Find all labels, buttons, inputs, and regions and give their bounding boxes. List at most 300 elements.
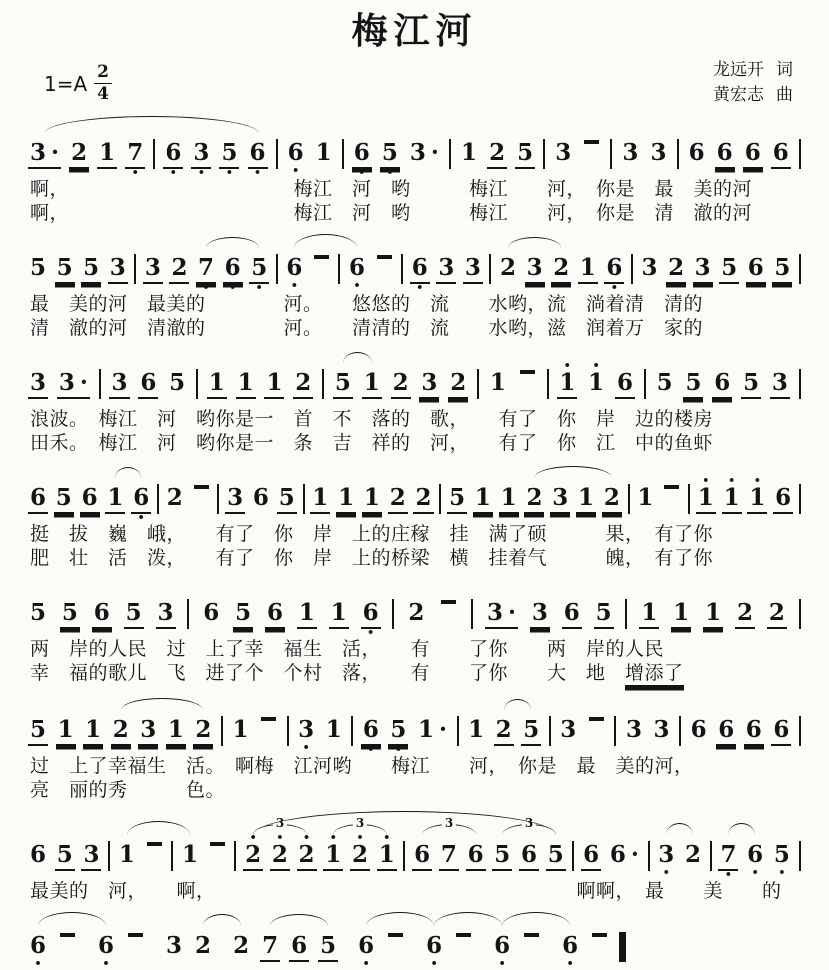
slur-arc xyxy=(504,699,531,710)
lyric-row xyxy=(28,407,801,431)
note-digit: 5 xyxy=(277,485,297,514)
note-token xyxy=(180,834,200,877)
note-digit xyxy=(125,933,146,938)
note-token xyxy=(689,709,709,752)
note-token xyxy=(296,709,316,752)
note-token xyxy=(156,592,176,637)
lyric-segment: 最 美的河 最美的 河。 悠悠的 流 水哟，流 淌着清 清的 xyxy=(30,293,704,315)
note-digit: 3 xyxy=(436,255,456,284)
note-token xyxy=(55,834,75,879)
final-barline xyxy=(619,932,626,962)
note-token xyxy=(314,132,334,175)
note-token xyxy=(311,247,332,268)
score-lines xyxy=(28,116,801,970)
barline xyxy=(457,716,459,746)
barline xyxy=(351,716,353,746)
note-digit: 3 xyxy=(650,139,667,166)
note-digit: 3 xyxy=(156,600,176,629)
note-digit: 2 xyxy=(767,600,787,629)
key-signature xyxy=(44,64,112,103)
note-token xyxy=(683,834,703,877)
note-digit: 6 xyxy=(361,717,381,746)
octave-dot-above: • xyxy=(753,474,761,487)
lyric-segment: 浪波。 梅江 河 哟你是一 首 不 落的 歌， 有了 你 岸 边的楼房 xyxy=(30,408,714,430)
note-token xyxy=(416,709,449,752)
note-digit: 1 xyxy=(56,717,76,746)
lyric-segment: 两 岸的人民 过 上了幸 福生 活， 有 了你 两 岸的人民 xyxy=(30,638,665,660)
note-digit: 3 xyxy=(525,255,545,284)
note-digit: 6 xyxy=(690,716,707,743)
note-token xyxy=(463,247,483,292)
note-digit: 6 xyxy=(581,842,601,871)
slur-arc xyxy=(343,352,372,363)
note-token xyxy=(553,132,573,175)
note-digit: 6 xyxy=(163,140,183,169)
note-digit: 1 · xyxy=(417,716,447,743)
note-digit: 1 xyxy=(297,600,317,629)
note-token xyxy=(385,925,406,946)
note-token xyxy=(144,834,165,855)
note-token xyxy=(492,925,512,968)
note-token xyxy=(219,132,239,177)
note-digit: 2 xyxy=(270,842,290,871)
note-digit: 1 xyxy=(105,485,125,514)
note-digit: 2 xyxy=(233,932,250,959)
note-token xyxy=(233,592,253,637)
barline xyxy=(134,254,136,284)
note-token xyxy=(83,709,103,754)
note-digit: 6 xyxy=(773,485,793,514)
note-digit: 6 · xyxy=(609,841,639,868)
note-digit: 3 xyxy=(166,932,183,959)
octave-dot-below: • xyxy=(290,279,298,292)
note-token xyxy=(231,925,251,968)
note-digit: 6 xyxy=(494,932,511,959)
note-digit: 7 xyxy=(718,842,738,871)
note-digit: 2 xyxy=(391,370,411,399)
note-token xyxy=(604,247,624,292)
music-line xyxy=(28,346,801,455)
lyric-segment: 挺 拔 巍 峨， 有了 你 岸 上的庄稼 挂 满了硕 果， 有了你 xyxy=(30,523,714,545)
note-token xyxy=(521,925,542,946)
note-token xyxy=(165,477,185,520)
octave-dot-below: • xyxy=(430,957,438,970)
octave-dot-below: • xyxy=(292,164,300,177)
note-token xyxy=(712,362,732,407)
octave-dot-above: • xyxy=(702,474,710,487)
duration-dash xyxy=(441,600,456,604)
note-token xyxy=(519,834,539,879)
slur-arc xyxy=(434,912,502,926)
barline xyxy=(799,841,801,871)
octave-dot-above: • xyxy=(383,831,391,844)
note-digit: 7 xyxy=(260,933,280,962)
note-digit: 1 xyxy=(264,370,284,399)
octave-dot-below: • xyxy=(253,166,262,179)
note-token xyxy=(671,592,691,637)
note-digit: 2 xyxy=(735,600,755,629)
note-digit: 1 xyxy=(325,716,342,743)
octave-dot-below: • xyxy=(362,957,370,970)
note-digit xyxy=(311,255,332,260)
barline xyxy=(799,599,801,629)
barline xyxy=(477,369,479,399)
note-digit: 1 xyxy=(637,484,654,511)
note-token xyxy=(28,477,48,522)
duration-dash xyxy=(584,140,599,144)
octave-dot-below: • xyxy=(367,626,375,639)
note-token xyxy=(735,592,755,637)
note-digit: 3 xyxy=(530,600,550,629)
note-digit xyxy=(57,933,78,938)
note-token xyxy=(498,247,518,290)
note-token xyxy=(746,247,766,292)
note-digit: 3 · xyxy=(57,370,90,399)
note-digit: 5 xyxy=(594,600,614,629)
octave-dot-above: • xyxy=(329,831,337,844)
augmentation-dot: · xyxy=(507,599,516,626)
note-digit: 6 xyxy=(248,140,268,169)
note-digit: 6 xyxy=(80,485,100,514)
notes-row xyxy=(28,693,801,754)
note-token xyxy=(324,709,344,752)
note-digit: 6 xyxy=(519,842,539,871)
note-token xyxy=(81,247,101,292)
note-token xyxy=(473,477,493,522)
octave-dot-below: • xyxy=(34,957,42,970)
barline xyxy=(171,841,173,871)
note-digit: 3 xyxy=(641,254,658,281)
note-token xyxy=(258,709,279,730)
note-token xyxy=(28,592,48,635)
note-digit: 6 xyxy=(410,255,430,284)
note-token xyxy=(60,592,80,637)
barline xyxy=(610,139,612,169)
note-token xyxy=(743,132,763,177)
barline xyxy=(153,139,155,169)
slur-arc xyxy=(127,821,190,835)
slur-arc xyxy=(203,914,241,926)
note-token xyxy=(687,132,707,175)
note-token xyxy=(459,132,479,175)
barline xyxy=(543,139,545,169)
note-digit: 5 xyxy=(772,255,792,284)
note-token xyxy=(406,592,426,635)
note-digit: 3 xyxy=(109,370,129,399)
note-token xyxy=(377,831,397,879)
note-token xyxy=(54,477,74,522)
octave-dot-below: • xyxy=(367,743,375,756)
octave-dot-below: • xyxy=(255,281,263,294)
octave-dot-below: • xyxy=(386,166,394,179)
note-token xyxy=(693,247,713,292)
note-token xyxy=(715,132,735,177)
note-digit: 3 xyxy=(625,716,642,743)
note-digit: 1 xyxy=(362,485,382,514)
note-digit: 3 · xyxy=(409,139,439,166)
note-digit: 5 xyxy=(28,717,48,746)
note-token xyxy=(436,247,456,292)
lyric-segment: 清 澈的河 清澈的 河。 清清的 流 水哟，滋 润着万 家的 xyxy=(30,317,704,339)
note-token xyxy=(109,362,129,407)
lyric-row xyxy=(28,292,801,316)
note-digit: 2 xyxy=(193,717,213,746)
note-token xyxy=(652,709,672,752)
music-line xyxy=(28,693,801,802)
lyric-segment: 增添了 xyxy=(625,661,684,687)
note-digit: 6 xyxy=(30,932,47,959)
note-digit: 2 xyxy=(69,140,89,169)
note-digit: 3 xyxy=(653,716,670,743)
composer-name: 黄宏志 xyxy=(713,84,764,105)
barline xyxy=(679,716,681,746)
note-token xyxy=(310,477,330,522)
duration-dash xyxy=(592,933,607,937)
note-digit: 6 xyxy=(615,370,635,399)
duration-dash xyxy=(210,842,225,846)
note-digit: 3 xyxy=(191,140,211,169)
lyric-row xyxy=(28,201,801,225)
slur-arc xyxy=(38,912,106,926)
note-token xyxy=(380,132,400,177)
duration-dash xyxy=(261,717,276,721)
note-digit xyxy=(374,255,395,260)
note-token xyxy=(284,247,304,290)
barline xyxy=(471,599,473,629)
barline xyxy=(688,484,690,514)
note-token xyxy=(236,362,256,407)
note-token xyxy=(772,834,792,877)
note-digit: 1 xyxy=(588,369,605,396)
note-token xyxy=(581,132,602,153)
note-digit: 6 xyxy=(412,842,432,871)
lyricist-role: 词 xyxy=(776,60,793,80)
duration-dash xyxy=(589,717,604,721)
barline xyxy=(799,254,801,284)
note-digit: 6 xyxy=(747,841,764,868)
note-token xyxy=(466,834,486,879)
lyric-segment: 亮 丽的秀 色。 xyxy=(30,779,226,801)
note-digit: 6 xyxy=(352,140,372,169)
octave-dot-below: • xyxy=(358,166,366,179)
note-token xyxy=(230,709,250,752)
note-token xyxy=(562,592,582,637)
note-digit: 6 xyxy=(265,600,285,629)
note-digit: 5 xyxy=(719,255,739,284)
note-digit: 6 xyxy=(712,370,732,399)
barline xyxy=(547,369,549,399)
note-digit: 2 xyxy=(408,599,425,626)
note-digit: 2 xyxy=(500,254,517,281)
note-digit: 2 xyxy=(293,370,313,399)
note-digit: 1 xyxy=(696,485,716,514)
note-digit: 5 xyxy=(380,140,400,169)
note-digit: 6 xyxy=(562,600,582,629)
note-token xyxy=(57,362,90,407)
note-digit xyxy=(144,842,165,847)
note-token xyxy=(356,925,376,968)
note-digit xyxy=(453,933,474,938)
augmentation-dot: · xyxy=(79,369,88,396)
note-token xyxy=(323,831,343,879)
note-token xyxy=(747,474,767,522)
note-digit: 1 xyxy=(461,139,478,166)
note-digit: 3 xyxy=(658,841,675,868)
note-token xyxy=(117,834,137,877)
note-digit xyxy=(521,933,542,938)
note-digit xyxy=(191,485,212,490)
note-digit: 3 xyxy=(419,370,439,399)
note-digit: 2 xyxy=(413,485,433,514)
note-token xyxy=(297,831,317,879)
note-token xyxy=(771,709,791,754)
note-token xyxy=(494,709,514,754)
slur-arc xyxy=(366,912,434,926)
note-token xyxy=(264,362,284,407)
note-token xyxy=(28,834,48,877)
note-digit: 2 xyxy=(350,842,370,871)
note-digit: 2 xyxy=(494,717,514,746)
barline xyxy=(401,254,403,284)
note-digit: 1 xyxy=(671,600,691,629)
note-digit: 1 xyxy=(722,485,742,514)
note-token xyxy=(413,477,433,522)
note-token xyxy=(125,925,146,946)
barline xyxy=(342,139,344,169)
slur-arc xyxy=(45,116,259,133)
note-token xyxy=(499,477,519,522)
slur-arc xyxy=(253,811,556,835)
music-line xyxy=(28,461,801,570)
octave-dot-below: • xyxy=(202,281,210,294)
credit-lyricist xyxy=(713,58,793,83)
note-digit xyxy=(517,370,538,375)
note-token xyxy=(488,362,508,405)
note-token xyxy=(270,831,290,879)
barline xyxy=(338,254,340,284)
note-digit: 1 xyxy=(576,485,596,514)
note-digit: 3 xyxy=(550,485,570,514)
note-digit: 6 xyxy=(426,932,443,959)
note-digit xyxy=(385,933,406,938)
note-token xyxy=(410,247,430,292)
note-token xyxy=(265,592,285,637)
note-digit: 1 xyxy=(181,841,198,868)
note-digit: 6 xyxy=(771,140,791,169)
note-token xyxy=(260,925,280,970)
note-token xyxy=(56,709,76,754)
note-digit: 7 xyxy=(439,842,459,871)
duration-dash xyxy=(194,485,209,489)
note-token xyxy=(166,709,186,754)
note-digit: 3 xyxy=(463,255,483,284)
credit-composer xyxy=(713,83,793,108)
note-digit: 1 xyxy=(499,485,519,514)
note-digit: 1 xyxy=(703,600,723,629)
barline xyxy=(625,599,627,629)
slur-arc xyxy=(115,467,141,478)
note-digit: 6 xyxy=(287,139,304,166)
barline xyxy=(631,254,633,284)
note-digit: 6 xyxy=(743,140,763,169)
note-digit: 2 xyxy=(169,255,189,284)
note-token xyxy=(586,359,606,405)
note-digit: 5 xyxy=(55,255,75,284)
note-digit: 1 xyxy=(329,600,349,629)
note-token xyxy=(719,247,739,292)
note-token xyxy=(576,477,596,522)
note-token xyxy=(615,362,635,407)
note-digit: 1 xyxy=(557,370,577,399)
note-token xyxy=(347,247,367,290)
note-digit xyxy=(258,717,279,722)
lyric-row xyxy=(28,661,801,687)
note-token xyxy=(744,709,764,754)
lyric-row xyxy=(28,316,801,340)
note-digit: 3 xyxy=(770,370,790,399)
barline xyxy=(196,369,198,399)
note-digit: 3 xyxy=(225,485,245,514)
notes-row xyxy=(28,346,801,407)
note-digit: 3 xyxy=(81,842,101,871)
lyric-segment: 幸 福的歌儿 飞 进了个 个村 落， 有 了你 大 地 xyxy=(30,662,626,684)
note-token xyxy=(297,592,317,637)
note-token xyxy=(586,709,607,730)
note-digit: 6 xyxy=(30,841,47,868)
duration-dash xyxy=(664,485,679,489)
barline xyxy=(276,254,278,284)
note-digit: 3 xyxy=(298,716,315,743)
octave-dot-below: • xyxy=(751,866,759,879)
note-digit: 6 xyxy=(771,717,791,746)
note-token xyxy=(286,132,306,175)
page-title: 梅江河 xyxy=(351,10,478,52)
note-token xyxy=(336,477,356,522)
duration-dash xyxy=(314,255,329,259)
note-token xyxy=(163,132,183,177)
music-line xyxy=(28,808,801,903)
note-digit: 6 xyxy=(289,933,309,962)
note-digit: 6 xyxy=(138,370,158,399)
barline xyxy=(644,369,646,399)
duration-dash xyxy=(147,842,162,846)
note-token xyxy=(620,132,640,175)
slur-arc xyxy=(534,466,612,478)
note-token xyxy=(108,247,128,292)
note-digit: 2 xyxy=(111,717,131,746)
note-digit: 1 xyxy=(473,485,493,514)
note-token xyxy=(578,247,598,292)
note-token xyxy=(517,362,538,383)
note-digit: 2 xyxy=(195,932,212,959)
note-token xyxy=(374,247,395,268)
barline xyxy=(799,369,801,399)
note-digit: 5 xyxy=(81,255,101,284)
note-digit: 1 xyxy=(323,842,343,871)
note-digit: 5 xyxy=(656,369,673,396)
lyric-row xyxy=(28,177,801,201)
octave-dot-below: • xyxy=(724,868,732,881)
note-digit: 1 xyxy=(639,600,659,629)
note-digit: 5 xyxy=(388,717,408,746)
note-token xyxy=(745,834,765,877)
notes-row xyxy=(28,231,801,292)
note-token xyxy=(138,362,158,407)
notes-row xyxy=(28,808,801,879)
note-token xyxy=(767,592,787,637)
lyric-segment: 肥 壮 活 泼， 有了 你 岸 上的桥梁 横 挂着气 魄， 有了你 xyxy=(30,547,714,569)
octave-dot-below: • xyxy=(197,166,205,179)
